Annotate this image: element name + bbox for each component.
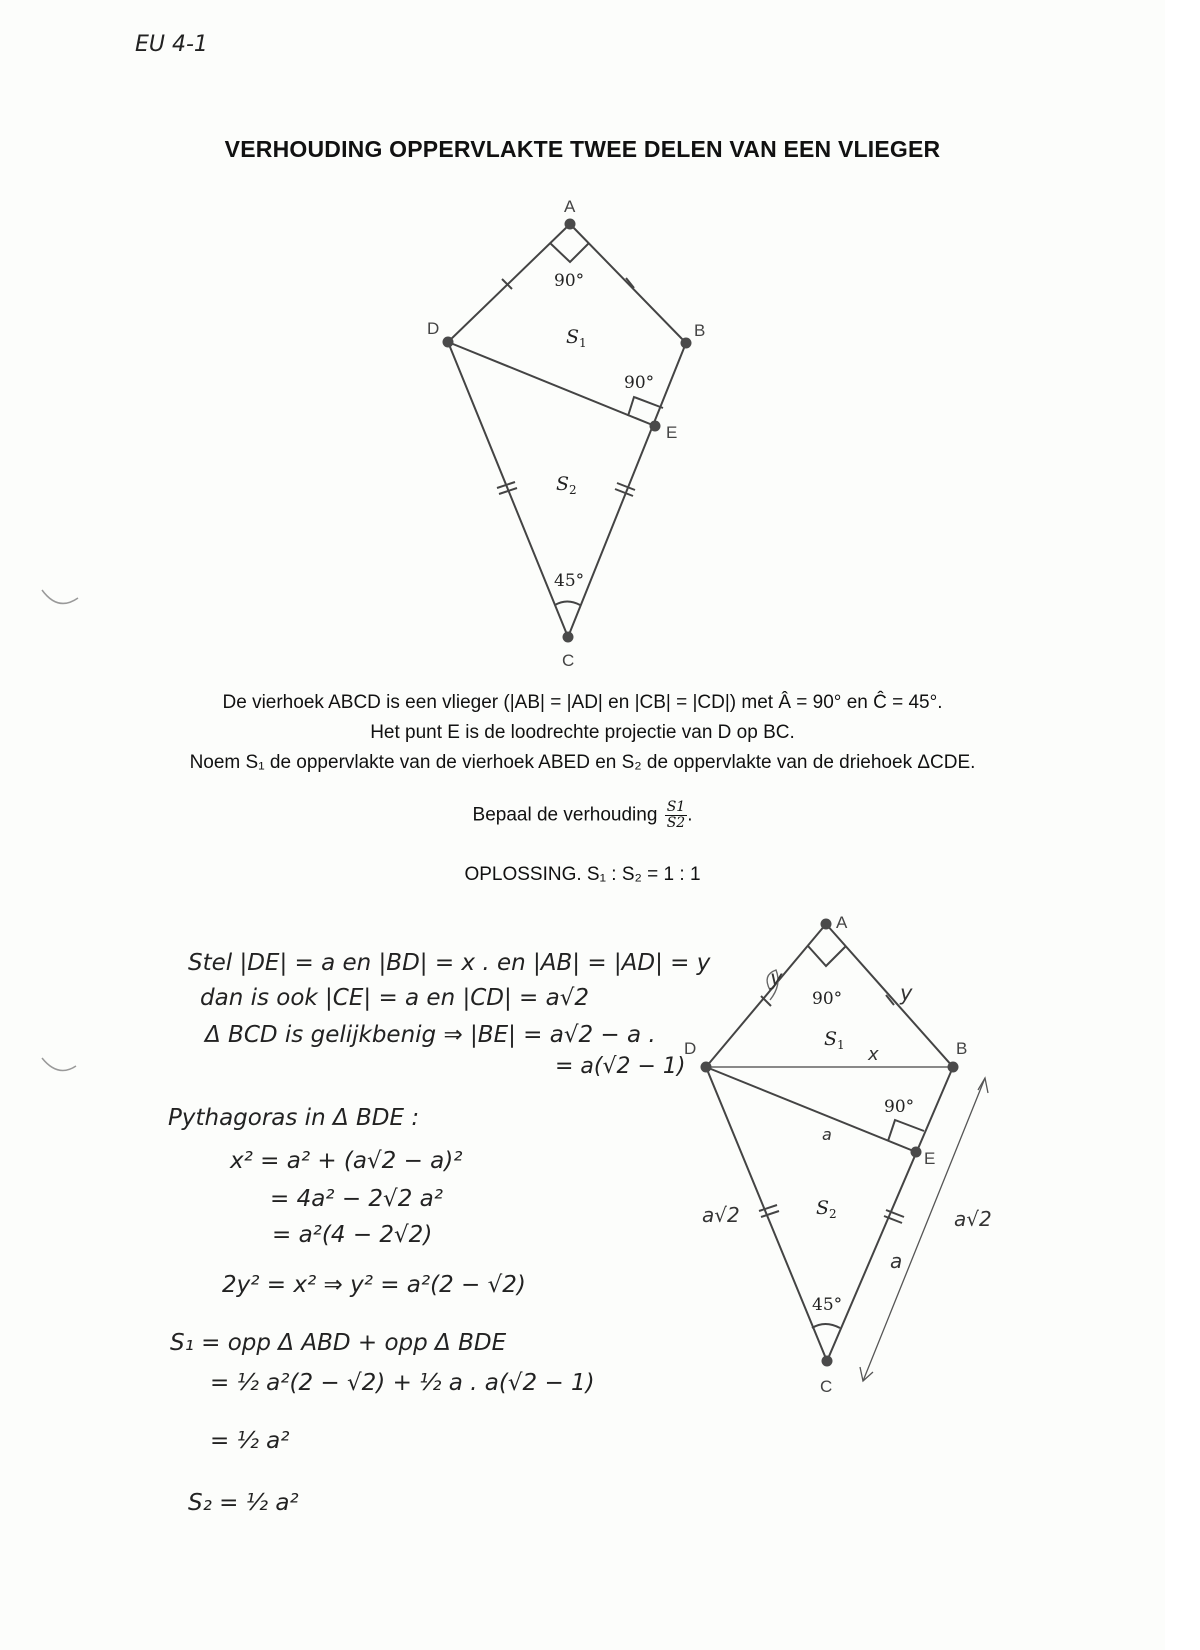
label-EC-a: a [890,1249,903,1273]
point-B-2 [948,1062,959,1073]
point-A-2 [821,919,832,930]
hand-line-9: 2y² = x² ⇒ y² = a²(2 − √2) [222,1272,526,1298]
tick-BC-1a [617,483,635,490]
hand-line-3: Δ BCD is gelijkbenig ⇒ |BE| = a√2 − a . [205,1022,656,1048]
hand-line-5: Pythagoras in Δ BDE : [168,1105,420,1131]
label-E-2: E [924,1149,936,1168]
angle-C-label-1: 45° [554,571,585,591]
reference-code: EU 4-1 [135,32,208,57]
tick-CD-2a [759,1205,777,1211]
label-AB-y: y [900,981,913,1005]
fraction-numerator: S1 [666,799,686,815]
hand-line-7: = 4a² − 2√2 a² [270,1186,443,1212]
point-C-1 [563,632,574,643]
region-S2-label-2: $S_2$ [816,1197,837,1221]
point-C-2 [822,1356,833,1367]
point-E-2 [911,1147,922,1158]
label-E-1: E [666,423,678,442]
angle-A-label-2: 90° [812,989,843,1009]
region-S1-label-2: $S_1$ [824,1028,845,1052]
ratio-fraction [665,800,688,831]
point-D-2 [701,1062,712,1073]
question [0,800,1165,831]
hand-line-11: = ½ a²(2 − √2) + ½ a . a(√2 − 1) [210,1370,595,1396]
kite-figure-2 [706,924,988,1381]
page-title: VERHOUDING OPPERVLAKTE TWEE DELEN VAN EEN VLIEGER [224,136,941,162]
label-A-2: A [836,913,848,932]
angle-A-label-1: 90° [554,271,585,291]
problem-line-1: De vierhoek ABCD is een vlieger (|AB| = |AD| en |CB| = |CD|) met Â = 90° en Ĉ = 45°. [222,692,943,713]
label-AD-y: y [770,966,783,990]
region-S2-label-1: $S_2$ [556,473,577,497]
label-A-1: A [564,197,576,216]
problem-line-3: Noem S₁ de oppervlakte van de vierhoek ABED en S₂ de oppervlakte van de driehoek ΔCDE. [189,752,976,773]
hand-line-2: dan is ook |CE| = a en |CD| = a√2 [200,985,590,1011]
right-angle-mark-A-2 [808,946,846,966]
hand-line-8: = a²(4 − 2√2) [272,1222,433,1248]
angle-C-label-2: 45° [812,1295,843,1315]
point-B-1 [681,338,692,349]
point-A-1 [565,219,576,230]
angle-E-label-1: 90° [624,373,655,393]
hand-line-10: S₁ = opp Δ ABD + opp Δ BDE [170,1330,507,1356]
label-B-2: B [956,1039,968,1058]
label-D-2: D [684,1039,697,1058]
right-angle-mark-E-2 [888,1120,924,1141]
solution-answer: OPLOSSING. S₁ : S₂ = 1 : 1 [464,864,701,885]
point-D-1 [443,337,454,348]
point-E-1 [650,421,661,432]
question-text: Bepaal de verhouding [472,804,658,826]
label-CD-a-root2: a√2 [702,1203,740,1227]
hand-line-4: = a(√2 − 1) [555,1054,686,1079]
label-BC-a-root2: a√2 [954,1207,992,1231]
label-B-1: B [694,321,706,340]
angle-E-label-2: 90° [884,1097,915,1117]
punch-hole-mark-1 [42,590,78,603]
hand-line-1: Stel |DE| = a en |BD| = x . en |AB| = |AD| = y [188,950,711,976]
hand-line-12: = ½ a² [210,1428,290,1454]
angle-arc-C-2 [812,1324,840,1328]
label-C-2: C [820,1377,833,1396]
fraction-denominator: S2 [666,815,686,831]
angle-arc-C-1 [555,602,580,606]
problem-line-2: Het punt E is de loodrechte projectie van D op BC. [370,722,795,743]
punch-hole-mark-2 [42,1058,76,1071]
label-BD-x: x [868,1044,879,1065]
region-S1-label-1: $S_1$ [566,326,587,350]
problem-statement [0,688,1165,778]
hand-line-13: S₂ = ½ a² [188,1490,299,1516]
label-D-1: D [427,319,440,338]
hand-line-6: x² = a² + (a√2 − a)² [230,1148,463,1174]
label-DE-a: a [822,1125,832,1144]
right-angle-mark-A-1 [550,243,589,262]
label-C-1: C [562,651,575,670]
tick-CD-2b [761,1211,779,1217]
question-end: . [687,804,693,826]
